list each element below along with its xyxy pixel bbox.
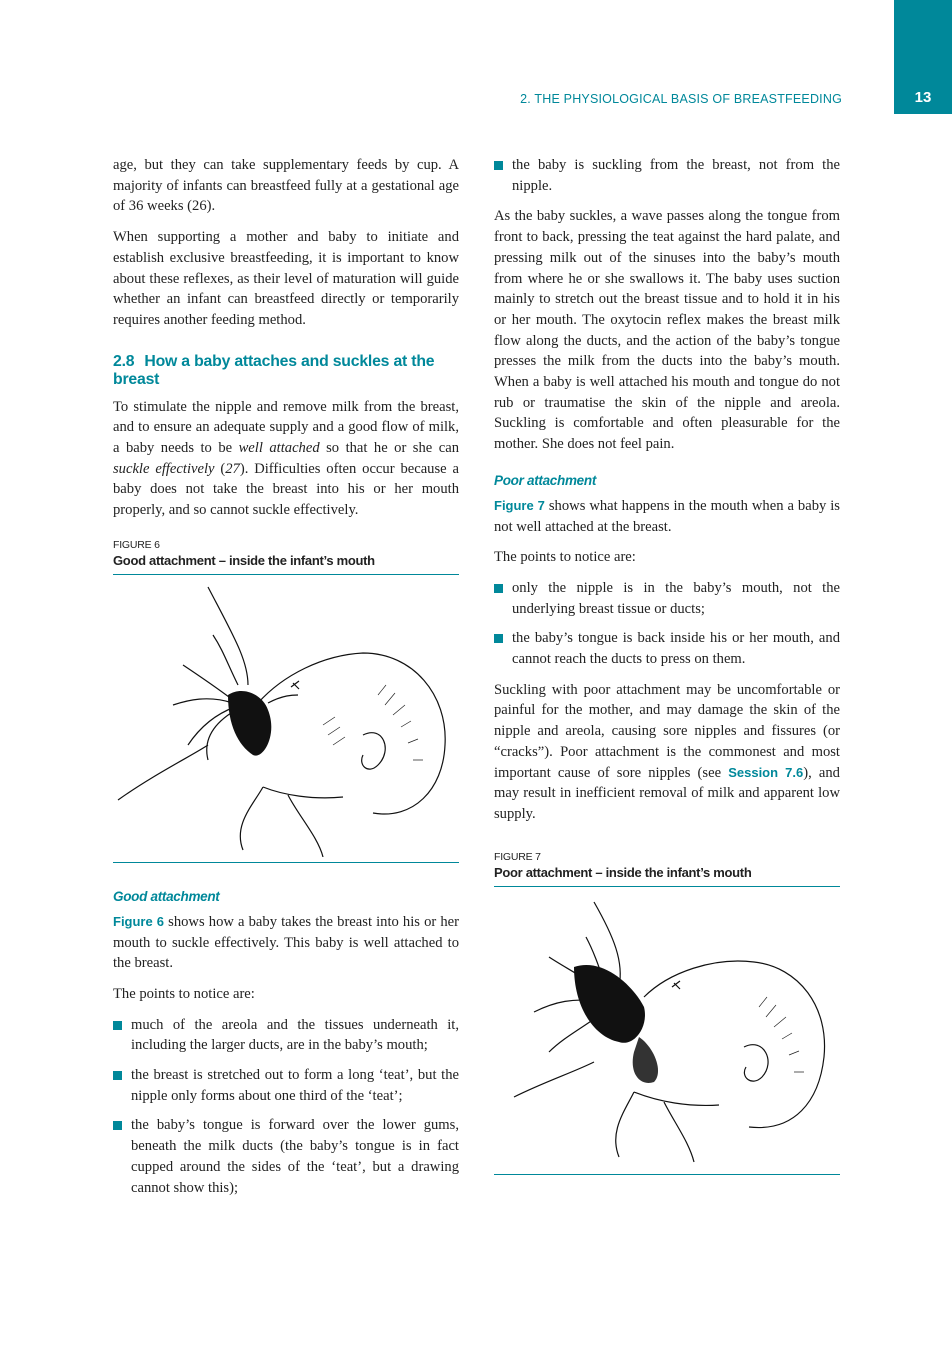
paragraph: As the baby suckles, a wave passes along the tongue from front to back, pressing the teat against the hard palate, and pressing milk out of the sinuses into the baby’s mouth from where he or she swallows it. The baby uses suction mainly to stretch out the breast tissue and to hold it in his or her mouth. The oxytocin reflex makes the breast milk flow along the ducts, and the action of the baby’s tongue presses the milk from the ducts into the baby’s mouth. When a baby is well attached his mouth and tongue do not rub or traumatise the skin of the nipple and areola. Suckling is comfortable and often pleasurable for the mother. She does not feel pain.: [494, 208, 840, 453]
running-header: 2. THE PHYSIOLOGICAL BASIS OF BREASTFEEDING: [520, 92, 842, 106]
list-item: the baby is suckling from the breast, not from the nipple.: [494, 155, 840, 196]
section-heading: [113, 353, 459, 389]
citation: 27: [225, 460, 240, 477]
list-item: the breast is stretched out to form a long ‘teat’, but the nipple only forms about one third of the ‘teat’;: [113, 1065, 459, 1106]
section-title: How a baby attaches and suckles at the breast: [113, 352, 435, 388]
list-item: much of the areola and the tissues underneath it, including the larger ducts, are in the baby’s mouth;: [113, 1015, 459, 1056]
paragraph: age, but they can take supplementary feeds by cup. A majority of infants can breastfeed fully at a gestational age of 36 weeks (26).: [113, 157, 459, 215]
paragraph: Figure 7 shows what happens in the mouth when a baby is not well attached at the breast.: [494, 497, 840, 535]
paragraph: To stimulate the nipple and remove milk from the breast, and to ensure an adequate supply and a good flow of milk, a baby needs to be well attached so that he or she can suckle effectively (27). Difficulties often occur because a baby does not take the breast into his or her mouth properly, and so cannot suckle effectively.: [113, 398, 459, 519]
list-item: the baby’s tongue is forward over the lower gums, beneath the milk ducts (the baby’s tongue is in fact cupped around the sides of the ‘teat’, but a drawing cannot show this);: [113, 1115, 459, 1198]
figure-reference: Figure 7: [494, 497, 545, 513]
left-column: [113, 155, 459, 1208]
paragraph: Figure 6 shows how a baby takes the breast into his or her mouth to suckle effectively. This baby is well attached to the breast.: [113, 913, 459, 972]
paragraph: The points to notice are:: [113, 985, 255, 1002]
figure-title: Poor attachment – inside the infant’s mouth: [494, 864, 752, 880]
bullet-list: [494, 578, 840, 670]
bullet-list: [494, 155, 840, 196]
figure-label: FIGURE 7: [494, 850, 541, 863]
subheading: Good attachment: [113, 888, 220, 904]
section-number: 2.8: [113, 352, 135, 370]
list-item: the baby’s tongue is back inside his or her mouth, and cannot reach the ducts to press on them.: [494, 628, 840, 669]
bullet-list: [113, 1015, 459, 1199]
subheading: Poor attachment: [494, 472, 597, 488]
figure-reference: Figure 6: [113, 913, 165, 929]
figure-label: FIGURE 6: [113, 538, 160, 551]
breastfeeding-drawing-poor: [494, 887, 840, 1169]
page-number-tab: 13: [894, 0, 952, 114]
figure-rule: [494, 1174, 840, 1175]
good-attachment-illustration: [113, 575, 459, 862]
session-reference: Session 7.6: [728, 764, 804, 780]
list-item: only the nipple is in the baby’s mouth, not the underlying breast tissue or ducts;: [494, 578, 840, 619]
paragraph: The points to notice are:: [494, 549, 636, 566]
poor-attachment-illustration: [494, 887, 840, 1174]
emphasis: well attached: [238, 440, 320, 457]
right-column: [494, 155, 840, 1175]
emphasis: suckle effectively: [113, 460, 215, 477]
paragraph: Suckling with poor attachment may be uncomfortable or painful for the mother, and may damage the skin of the nipple and areola, causing sore nipples and fissures (or “cracks”). Poor attachment is the commonest and most important cause of sore nipples (see Session 7.6), and may result in inefficient removal of milk and apparent low supply.: [494, 681, 840, 822]
paragraph: When supporting a mother and baby to initiate and establish exclusive breastfeeding, it is important to know about these reflexes, as their level of maturation will guide whether an infant can breastfeed directly or temporarily requires another feeding method.: [113, 229, 459, 328]
figure-title: Good attachment – inside the infant’s mouth: [113, 552, 375, 568]
figure-rule: [113, 862, 459, 863]
breastfeeding-drawing-good: [113, 575, 459, 857]
